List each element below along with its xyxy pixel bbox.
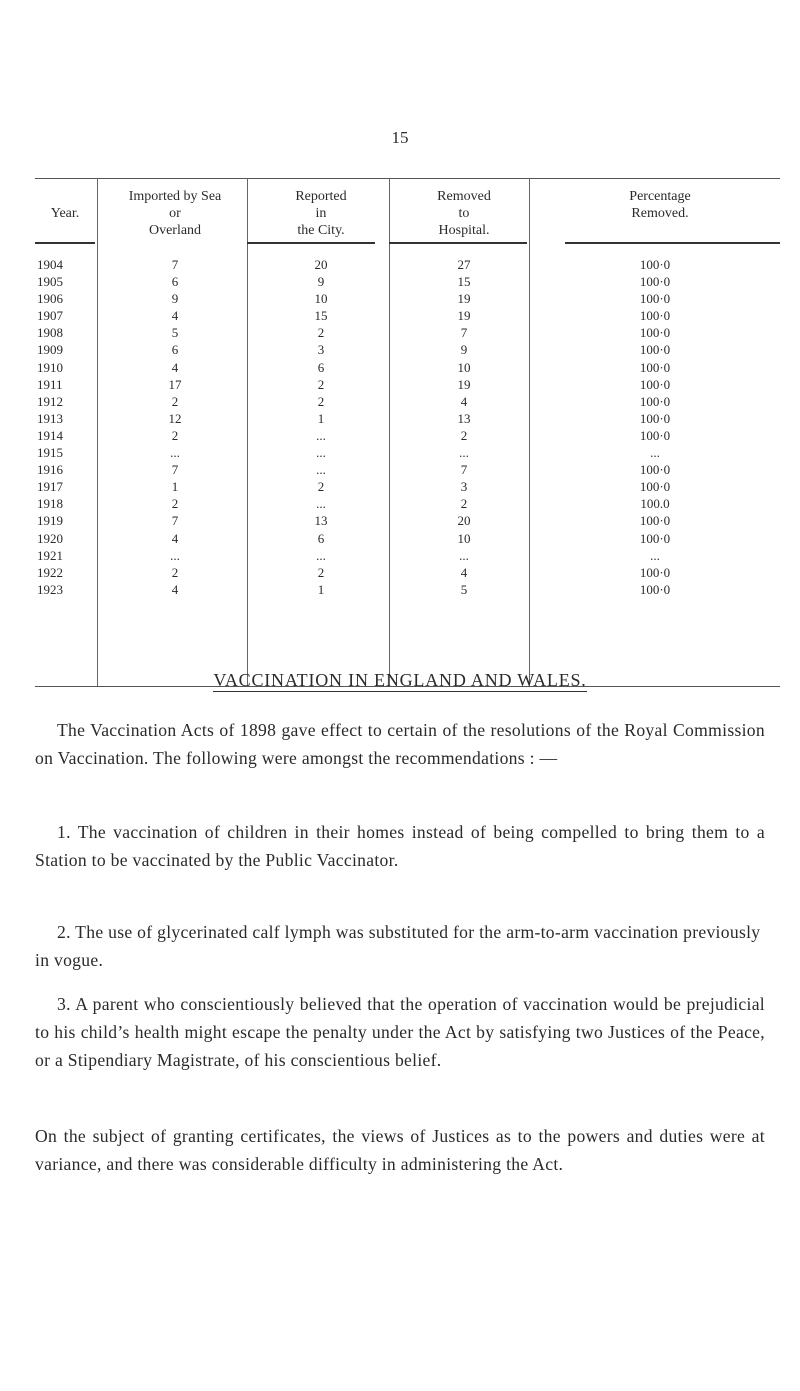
table-cell: 1907 (37, 308, 63, 324)
table-cell: 20 (314, 257, 328, 272)
table-cell: 13 (457, 410, 471, 426)
table-cell: 2 (171, 496, 179, 512)
table-cell: 17 (168, 376, 182, 392)
table-row (35, 393, 780, 410)
table-cell: 15 (457, 274, 471, 290)
table-cell: 1915 (37, 445, 63, 461)
table-cell: 100·0 (639, 462, 671, 478)
header-imported (105, 188, 245, 239)
table-cell: 100·0 (639, 479, 671, 495)
table-cell: 6 (317, 530, 325, 546)
table-cell: 4 (171, 308, 179, 324)
table-row (35, 427, 780, 444)
table-cell: 7 (171, 513, 179, 529)
table-cell: ... (316, 462, 326, 478)
table-cell: ... (459, 445, 469, 461)
header-line: Reported (295, 189, 347, 204)
table-cell: 5 (460, 581, 468, 597)
header-underline (247, 242, 375, 244)
table-row (35, 376, 780, 393)
table-cell: 2 (460, 427, 468, 443)
table-cell: 1 (171, 479, 179, 495)
table-cell: 2 (317, 376, 325, 392)
table-cell: 1910 (37, 359, 63, 375)
table-row (35, 495, 780, 512)
table-cell: 1920 (37, 530, 63, 546)
section-title-text: VACCINATION IN ENGLAND AND WALES. (213, 670, 587, 690)
table-cell: 100·0 (639, 427, 671, 443)
table-row (35, 273, 780, 290)
header-line: Removed. (631, 206, 689, 221)
table-cell: 1911 (37, 376, 63, 392)
table-cell: 6 (171, 342, 179, 358)
table-row (35, 324, 780, 341)
table-cell: 100·0 (639, 291, 671, 307)
table-row (35, 256, 780, 273)
header-reported (257, 188, 385, 239)
table-cell: 100·0 (639, 530, 671, 546)
table-cell: 10 (314, 291, 328, 307)
table-cell: ... (316, 496, 326, 512)
table-row (35, 478, 780, 495)
table-cell: 4 (460, 564, 468, 580)
table-cell: 1918 (37, 496, 63, 512)
table-cell: 100.0 (640, 496, 670, 512)
table-cell: 9 (171, 291, 179, 307)
header-line: or (169, 206, 181, 221)
table-cell: ... (316, 427, 326, 443)
table-cell: 9 (460, 342, 468, 358)
table-cell: 2 (317, 564, 325, 580)
table-cell: 6 (171, 274, 179, 290)
intro-paragraph: The Vaccination Acts of 1898 gave effect to certain of the resolutions of the Royal Commission on Vaccination. The following were amongst the recommendations : — (35, 720, 765, 768)
header-removed (395, 188, 533, 239)
page-number: 15 (391, 128, 409, 147)
section-title (0, 670, 800, 691)
table-row (35, 444, 780, 461)
table-cell: 1919 (37, 513, 63, 529)
table-cell: 2 (171, 393, 179, 409)
table-cell: 3 (317, 342, 325, 358)
table-cell: 19 (457, 376, 471, 392)
table-cell: 100·0 (639, 257, 671, 272)
table-cell: 2 (317, 393, 325, 409)
table-cell: ... (459, 547, 469, 563)
table-row (35, 307, 780, 324)
table-cell: 1 (317, 410, 325, 426)
table-cell: ... (650, 547, 660, 563)
table-cell: ... (170, 445, 180, 461)
table-cell: 4 (171, 359, 179, 375)
table-cell: 100·0 (639, 359, 671, 375)
table-cell: ... (170, 547, 180, 563)
table-cell: 2 (317, 325, 325, 341)
header-line: Imported by Sea (128, 189, 222, 204)
table-cell: 100·0 (639, 393, 671, 409)
table-cell: 20 (457, 513, 471, 529)
table-cell: 19 (457, 291, 471, 307)
table-cell: 100·0 (639, 342, 671, 358)
header-line: in (315, 206, 327, 221)
table-cell: 1914 (37, 427, 63, 443)
table-row (35, 547, 780, 564)
table-cell: ... (316, 547, 326, 563)
table-cell: 1913 (37, 410, 63, 426)
table-cell: 4 (171, 530, 179, 546)
table-row (35, 461, 780, 478)
table-cell: 1909 (37, 342, 63, 358)
table-cell: 7 (460, 462, 468, 478)
table-row (35, 581, 780, 598)
table-cell: 1916 (37, 462, 63, 478)
table-cell: 1908 (37, 325, 63, 341)
header-underline (35, 242, 95, 244)
table-cell: 1921 (37, 547, 63, 563)
header-line: Hospital. (438, 223, 490, 238)
header-underline (565, 242, 780, 244)
table-cell: 1922 (37, 564, 63, 580)
table-cell: 6 (317, 359, 325, 375)
table-cell: 1906 (37, 291, 63, 307)
header-line: Removed (437, 189, 491, 204)
table-cell: 7 (171, 257, 179, 272)
header-percentage (595, 188, 725, 222)
table-row (35, 290, 780, 307)
header-line: the City. (297, 223, 345, 238)
table-cell: 1905 (37, 274, 63, 290)
table-cell: 100·0 (639, 274, 671, 290)
table-cell: 15 (314, 308, 328, 324)
table-cell: 2 (317, 479, 325, 495)
table-row (35, 341, 780, 358)
table-row (35, 410, 780, 427)
table-cell: 7 (171, 462, 179, 478)
table-cell: 1917 (37, 479, 63, 495)
table-cell: 10 (457, 530, 471, 546)
table-cell: 27 (457, 257, 471, 272)
header-year: Year. (50, 206, 80, 221)
table-top-rule (35, 178, 780, 179)
header-line: Percentage (629, 189, 691, 204)
table-row (35, 512, 780, 529)
table-body (35, 256, 780, 598)
table-cell: 100·0 (639, 581, 671, 597)
table-cell: 7 (460, 325, 468, 341)
table-cell: 1923 (37, 581, 63, 597)
table-cell: ... (316, 445, 326, 461)
table-row (35, 359, 780, 376)
table-cell: 100·0 (639, 325, 671, 341)
recommendation-3: 3. A parent who conscientiously believed that the operation of vaccination would be prejudicial to his child’s health might escape the penalty under the Act by satisfying two Justices of the Peace, or a Stipendiary Magistrate, of his conscientious belief. (35, 994, 765, 1070)
table-cell: 4 (171, 581, 179, 597)
table-cell: 4 (460, 393, 468, 409)
table-cell: 100·0 (639, 308, 671, 324)
header-underline (389, 242, 527, 244)
table-cell: 100·0 (639, 564, 671, 580)
table-row (35, 530, 780, 547)
table-cell: 10 (457, 359, 471, 375)
table-cell: 2 (460, 496, 468, 512)
table-cell: 100·0 (639, 376, 671, 392)
table-cell: ... (650, 445, 660, 461)
table-cell: 100·0 (639, 513, 671, 529)
table-cell: 2 (171, 564, 179, 580)
table-cell: 5 (171, 325, 179, 341)
table-cell: 1904 (37, 257, 63, 272)
table-cell: 19 (457, 308, 471, 324)
header-line: Overland (148, 223, 202, 238)
table-cell: 1 (317, 581, 325, 597)
header-line: to (458, 206, 470, 221)
table-cell: 9 (317, 274, 325, 290)
closing-paragraph: On the subject of granting certificates, the views of Justices as to the powers and duties were at variance, and there was considerable difficulty in administering the Act. (35, 1126, 765, 1174)
table-cell: 100·0 (639, 410, 671, 426)
table-row (35, 564, 780, 581)
table-cell: 2 (171, 427, 179, 443)
table-cell: 1912 (37, 393, 63, 409)
recommendation-2: 2. The use of glycerinated calf lymph was substituted for the arm-to-arm vaccination previously in vogue. (35, 922, 761, 970)
table-cell: 13 (314, 513, 328, 529)
table-cell: 12 (168, 410, 182, 426)
table-cell: 3 (460, 479, 468, 495)
recommendation-1: 1. The vaccination of children in their homes instead of being compelled to bring them to a Station to be vaccinated by the Public Vaccinator. (35, 822, 765, 870)
